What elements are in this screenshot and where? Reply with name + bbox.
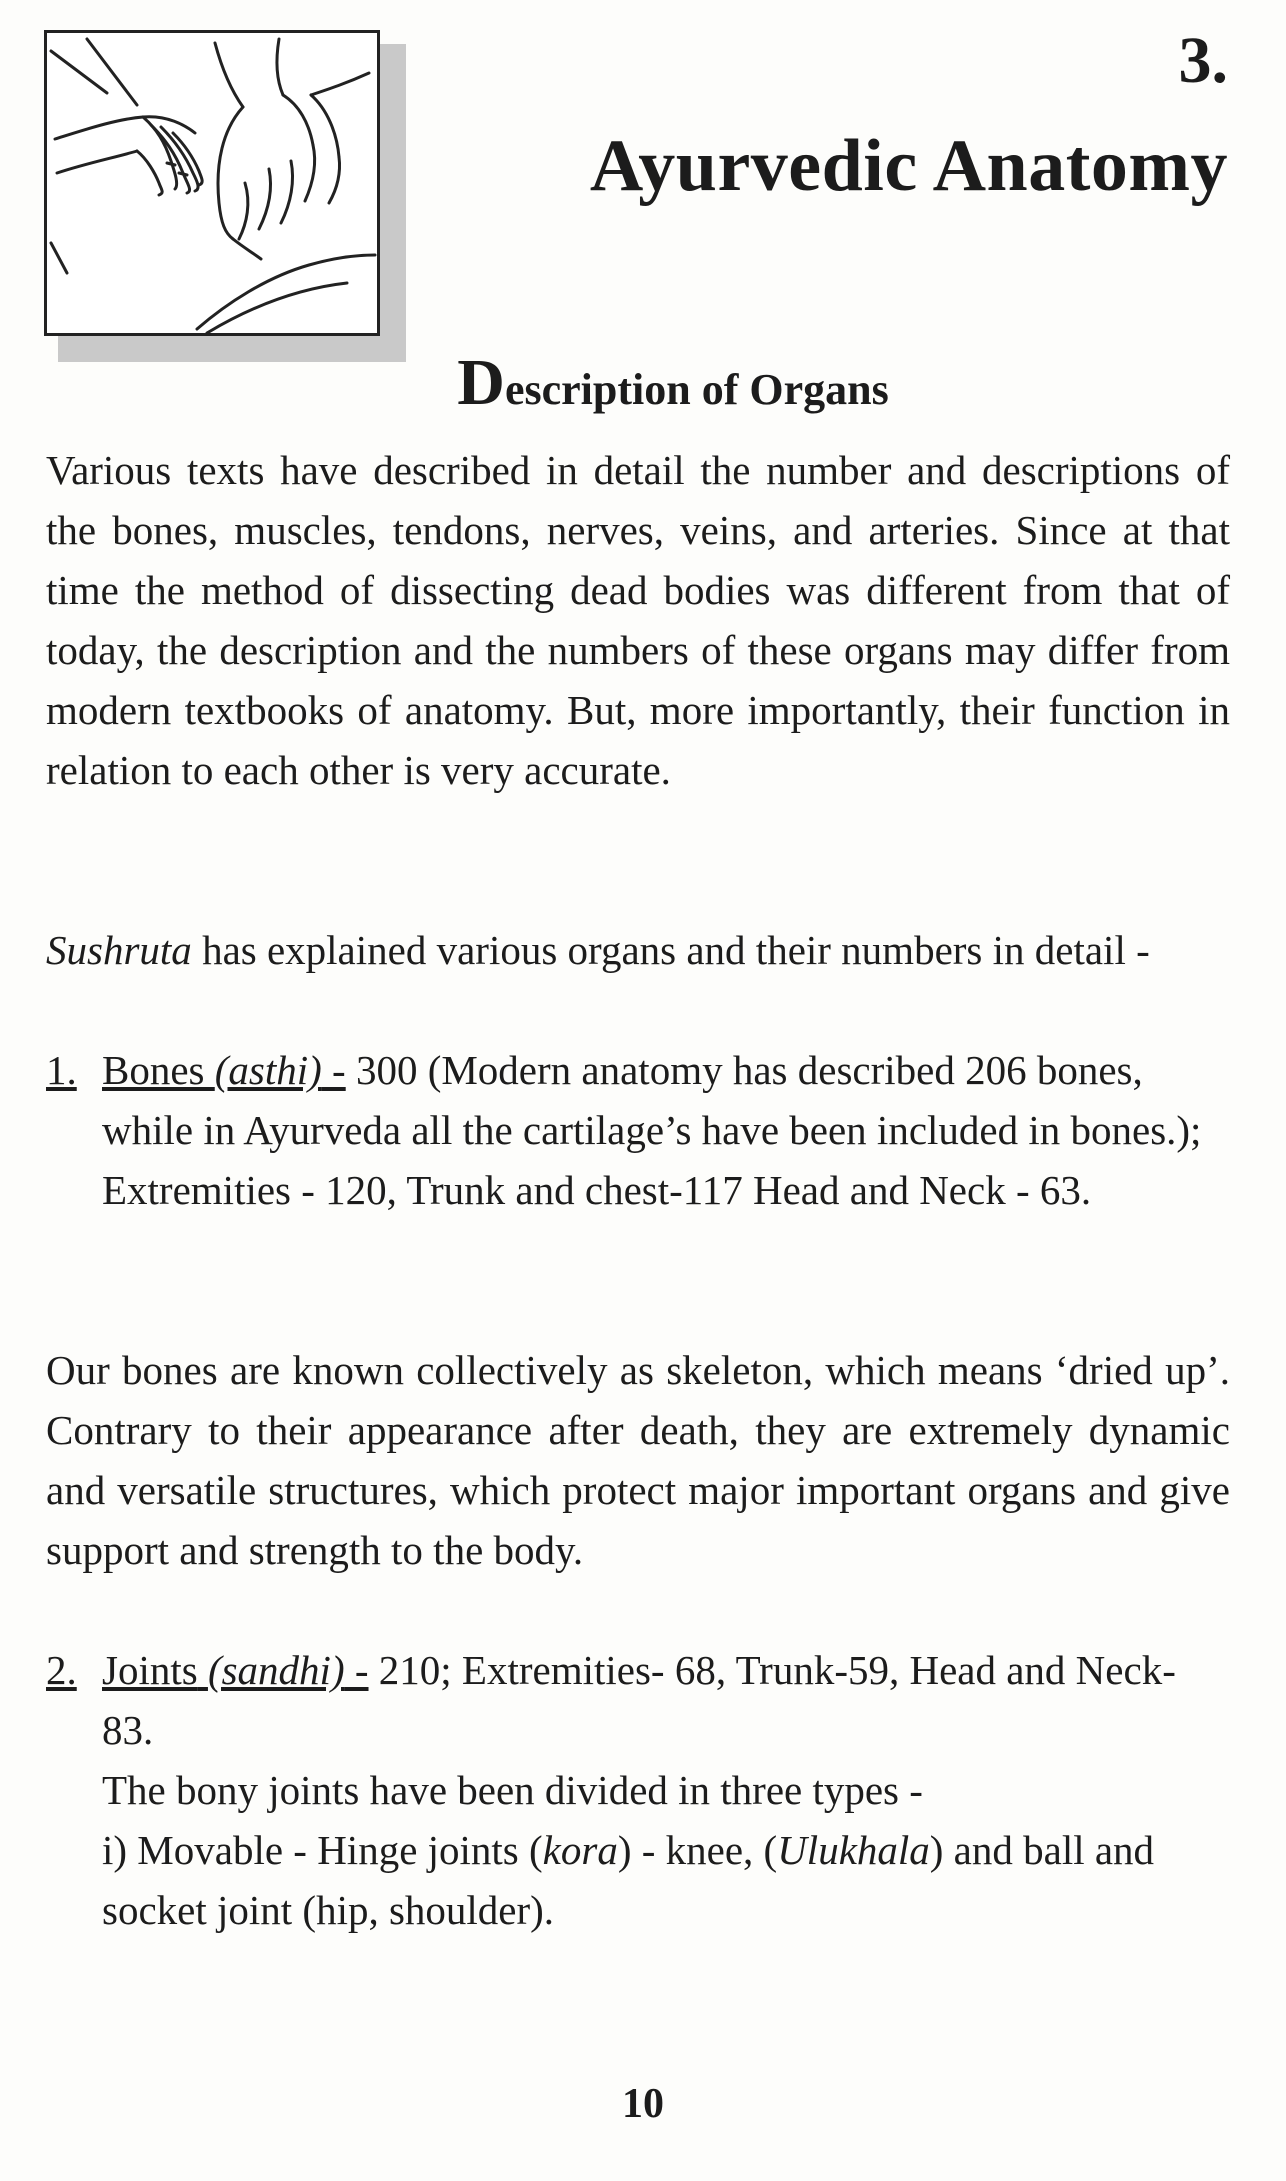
hands-drawing-icon (47, 33, 377, 333)
list-number: 2. (46, 1647, 77, 1693)
paragraph-sushruta (46, 920, 1230, 980)
page-number: 10 (622, 2081, 664, 2127)
term-ulukhala: Ulukhala (777, 1827, 930, 1873)
paragraph-skeleton: Our bones are known collectively as skeleton, which means ‘dried up’. Contrary to their appearance after death, they are extremely dynamic and versatile structures, which protect major important organs and give support and strength to the body. (46, 1347, 1230, 1573)
list-term-dash: - (344, 1647, 369, 1693)
list-number: 1. (46, 1047, 77, 1093)
author-name: Sushruta (46, 927, 192, 973)
joint-types-movable (102, 1820, 1230, 1940)
list-item (46, 1640, 1230, 1940)
massage-illustration (44, 30, 380, 336)
paragraph-description: Various texts have described in detail the number and descriptions of the bones, muscles, tendons, nerves, veins, and arteries. Since at that time the method of dissecting dead bodies was different from that of today, the description and the numbers of these organs may differ from modern textbooks of anatomy. But, more importantly, their function in relation to each other is very accurate. (46, 447, 1230, 793)
joint-types-intro: The bony joints have been divided in three types - (102, 1767, 923, 1813)
section-heading-initial: D (457, 346, 505, 419)
list-text: 300 (Modern anatomy has described 206 bones, while in Ayurveda all the cartilage’s have been included in bones.); Extremities - 120, Trunk and chest-117 Head and Neck - 63. (102, 1047, 1202, 1213)
list-term-sanskrit: (asthi) (214, 1047, 322, 1093)
list-term-dash: - (321, 1047, 346, 1093)
chapter-title: Ayurvedic Anatomy (589, 125, 1228, 207)
list-text: 210; Extremities- 68, Trunk-59, Head and Neck- 83. (102, 1647, 1176, 1753)
section-heading (0, 346, 1286, 419)
paragraph-sushruta-text: has explained various organs and their numbers in detail - (191, 927, 1150, 973)
movable-text-a: i) Movable - Hinge joints ( (102, 1827, 543, 1873)
section-heading-rest: escription of Organs (504, 365, 889, 414)
list-item-bones (46, 1040, 1230, 1220)
list-item (46, 1040, 1230, 1220)
list-item-joints (46, 1640, 1230, 1940)
movable-text-b: ) - knee, ( (617, 1827, 778, 1873)
list-term-sanskrit: (sandhi) (207, 1647, 345, 1693)
movable-text-c: ) and ball and socket joint (hip, shoulder). (102, 1827, 1155, 1933)
chapter-number: 3. (1178, 24, 1228, 97)
term-kora: kora (542, 1827, 618, 1873)
list-term: Bones (102, 1047, 205, 1093)
list-term: Joints (102, 1647, 198, 1693)
